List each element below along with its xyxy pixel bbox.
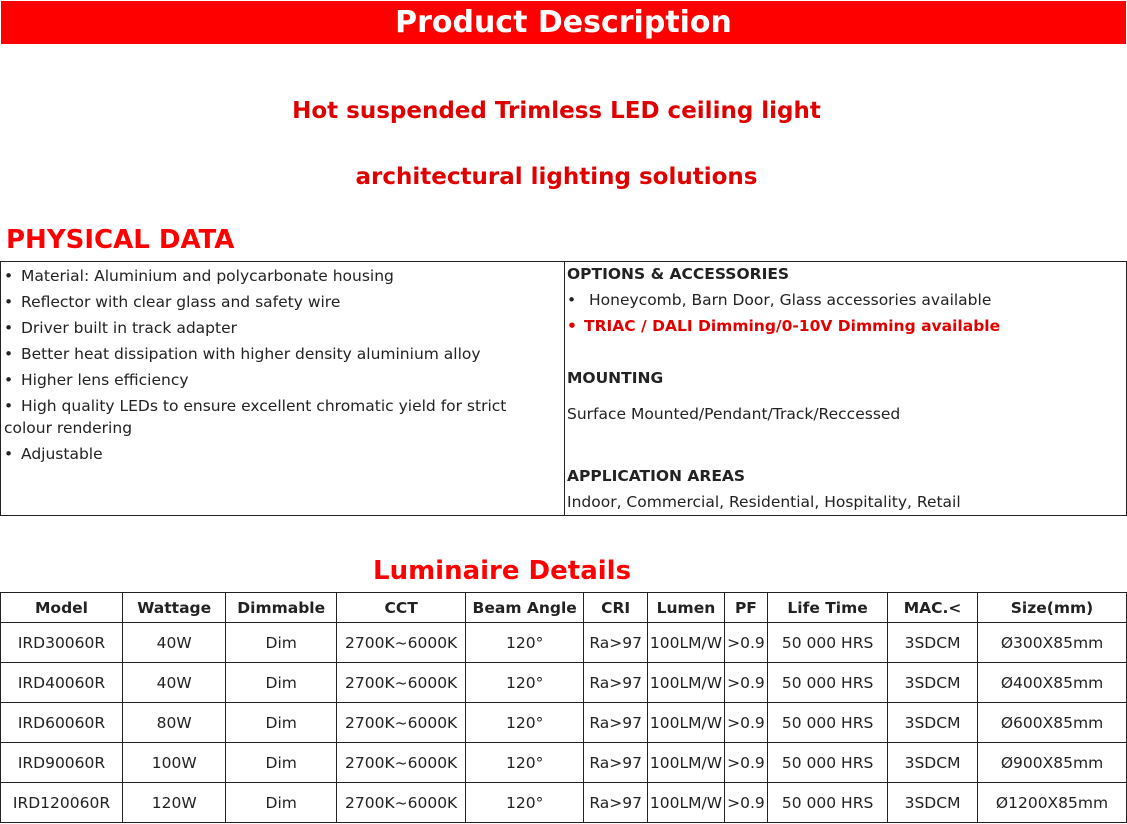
cell-life-time: 50 000 HRS bbox=[768, 663, 888, 703]
bullet-icon: • bbox=[4, 345, 14, 363]
cell-cct: 2700K~6000K bbox=[337, 783, 466, 823]
option-text: Honeycomb, Barn Door, Glass accessories available bbox=[589, 291, 992, 309]
cell-cct: 2700K~6000K bbox=[337, 743, 466, 783]
table-row bbox=[1, 623, 1127, 663]
cell-pf: >0.9 bbox=[724, 703, 767, 743]
option-item-dimming bbox=[567, 317, 1000, 335]
feature-item bbox=[4, 263, 559, 289]
cell-size: Ø400X85mm bbox=[978, 663, 1127, 703]
application-text: Indoor, Commercial, Residential, Hospitality, Retail bbox=[567, 493, 961, 511]
bullet-icon: • bbox=[567, 317, 577, 335]
cell-dimmable: Dim bbox=[226, 663, 337, 703]
col-header-wattage: Wattage bbox=[123, 593, 226, 623]
column-divider bbox=[564, 262, 565, 515]
options-heading: OPTIONS & ACCESSORIES bbox=[567, 265, 790, 283]
option-item bbox=[567, 291, 991, 309]
feature-text: Reflector with clear glass and safety wire bbox=[21, 293, 341, 311]
feature-text: Material: Aluminium and polycarbonate housing bbox=[21, 267, 394, 285]
cell-dimmable: Dim bbox=[226, 743, 337, 783]
table-header-row bbox=[1, 593, 1127, 623]
feature-list bbox=[4, 263, 559, 467]
feature-item bbox=[4, 367, 559, 393]
cell-model: IRD90060R bbox=[1, 743, 123, 783]
cell-wattage: 80W bbox=[123, 703, 226, 743]
cell-life-time: 50 000 HRS bbox=[768, 703, 888, 743]
cell-size: Ø300X85mm bbox=[978, 623, 1127, 663]
bullet-icon: • bbox=[4, 267, 14, 285]
cell-life-time: 50 000 HRS bbox=[768, 623, 888, 663]
cell-lumen: 100LM/W bbox=[648, 663, 725, 703]
cell-beam-angle: 120° bbox=[466, 783, 584, 823]
bullet-icon: • bbox=[4, 445, 14, 463]
cell-size: Ø600X85mm bbox=[978, 703, 1127, 743]
mounting-text: Surface Mounted/Pendant/Track/Reccessed bbox=[567, 405, 901, 423]
cell-beam-angle: 120° bbox=[466, 623, 584, 663]
cell-dimmable: Dim bbox=[226, 623, 337, 663]
table-row bbox=[1, 783, 1127, 823]
product-tagline: architectural lighting solutions bbox=[355, 164, 758, 190]
table-row bbox=[1, 743, 1127, 783]
cell-life-time: 50 000 HRS bbox=[768, 783, 888, 823]
cell-cri: Ra>97 bbox=[584, 703, 648, 743]
cell-model: IRD60060R bbox=[1, 703, 123, 743]
cell-mac: 3SDCM bbox=[888, 703, 978, 743]
product-subtitle: Hot suspended Trimless LED ceiling light bbox=[292, 98, 821, 124]
feature-item bbox=[4, 341, 559, 367]
bullet-icon: • bbox=[567, 291, 577, 309]
feature-item bbox=[4, 315, 559, 341]
mounting-heading: MOUNTING bbox=[567, 369, 664, 387]
feature-item bbox=[4, 289, 559, 315]
col-header-model: Model bbox=[1, 593, 123, 623]
cell-mac: 3SDCM bbox=[888, 743, 978, 783]
cell-wattage: 40W bbox=[123, 623, 226, 663]
cell-model: IRD30060R bbox=[1, 623, 123, 663]
cell-wattage: 100W bbox=[123, 743, 226, 783]
feature-item bbox=[4, 441, 559, 467]
physical-data-heading: PHYSICAL DATA bbox=[6, 225, 235, 255]
cell-cri: Ra>97 bbox=[584, 663, 648, 703]
bullet-icon: • bbox=[4, 293, 14, 311]
cell-life-time: 50 000 HRS bbox=[768, 743, 888, 783]
cell-size: Ø900X85mm bbox=[978, 743, 1127, 783]
feature-text: Higher lens efficiency bbox=[21, 371, 189, 389]
cell-dimmable: Dim bbox=[226, 783, 337, 823]
col-header-cct: CCT bbox=[337, 593, 466, 623]
cell-mac: 3SDCM bbox=[888, 623, 978, 663]
cell-pf: >0.9 bbox=[724, 743, 767, 783]
cell-mac: 3SDCM bbox=[888, 663, 978, 703]
cell-pf: >0.9 bbox=[724, 663, 767, 703]
feature-text: Better heat dissipation with higher density aluminium alloy bbox=[21, 345, 481, 363]
bullet-icon: • bbox=[4, 371, 14, 389]
col-header-lumen: Lumen bbox=[648, 593, 725, 623]
application-heading: APPLICATION AREAS bbox=[567, 467, 746, 485]
feature-text: Adjustable bbox=[21, 445, 103, 463]
col-header-pf: PF bbox=[724, 593, 767, 623]
cell-cct: 2700K~6000K bbox=[337, 703, 466, 743]
bullet-icon: • bbox=[4, 397, 14, 415]
table-row bbox=[1, 663, 1127, 703]
cell-model: IRD40060R bbox=[1, 663, 123, 703]
cell-cri: Ra>97 bbox=[584, 783, 648, 823]
col-header-life-time: Life Time bbox=[768, 593, 888, 623]
option-text: TRIAC / DALI Dimming/0-10V Dimming available bbox=[584, 317, 1001, 335]
feature-item bbox=[4, 393, 559, 441]
cell-beam-angle: 120° bbox=[466, 703, 584, 743]
cell-dimmable: Dim bbox=[226, 703, 337, 743]
cell-pf: >0.9 bbox=[724, 783, 767, 823]
cell-mac: 3SDCM bbox=[888, 783, 978, 823]
col-header-mac: MAC.< bbox=[888, 593, 978, 623]
cell-cri: Ra>97 bbox=[584, 623, 648, 663]
luminaire-table bbox=[0, 592, 1127, 823]
cell-model: IRD120060R bbox=[1, 783, 123, 823]
cell-pf: >0.9 bbox=[724, 623, 767, 663]
col-header-cri: CRI bbox=[584, 593, 648, 623]
luminaire-details-heading: Luminaire Details bbox=[373, 556, 632, 586]
feature-text: Driver built in track adapter bbox=[21, 319, 237, 337]
col-header-size: Size(mm) bbox=[978, 593, 1127, 623]
cell-cct: 2700K~6000K bbox=[337, 663, 466, 703]
cell-lumen: 100LM/W bbox=[648, 743, 725, 783]
feature-text: High quality LEDs to ensure excellent chromatic yield for strict colour rendering bbox=[4, 397, 507, 437]
bullet-icon: • bbox=[4, 319, 14, 337]
col-header-beam-angle: Beam Angle bbox=[466, 593, 584, 623]
cell-beam-angle: 120° bbox=[466, 743, 584, 783]
page-title-banner: Product Description bbox=[1, 1, 1126, 44]
cell-size: Ø1200X85mm bbox=[978, 783, 1127, 823]
cell-cct: 2700K~6000K bbox=[337, 623, 466, 663]
cell-lumen: 100LM/W bbox=[648, 783, 725, 823]
physical-data-box bbox=[0, 261, 1127, 516]
cell-wattage: 40W bbox=[123, 663, 226, 703]
cell-lumen: 100LM/W bbox=[648, 623, 725, 663]
col-header-dimmable: Dimmable bbox=[226, 593, 337, 623]
table-row bbox=[1, 703, 1127, 743]
cell-cri: Ra>97 bbox=[584, 743, 648, 783]
cell-beam-angle: 120° bbox=[466, 663, 584, 703]
cell-wattage: 120W bbox=[123, 783, 226, 823]
cell-lumen: 100LM/W bbox=[648, 703, 725, 743]
